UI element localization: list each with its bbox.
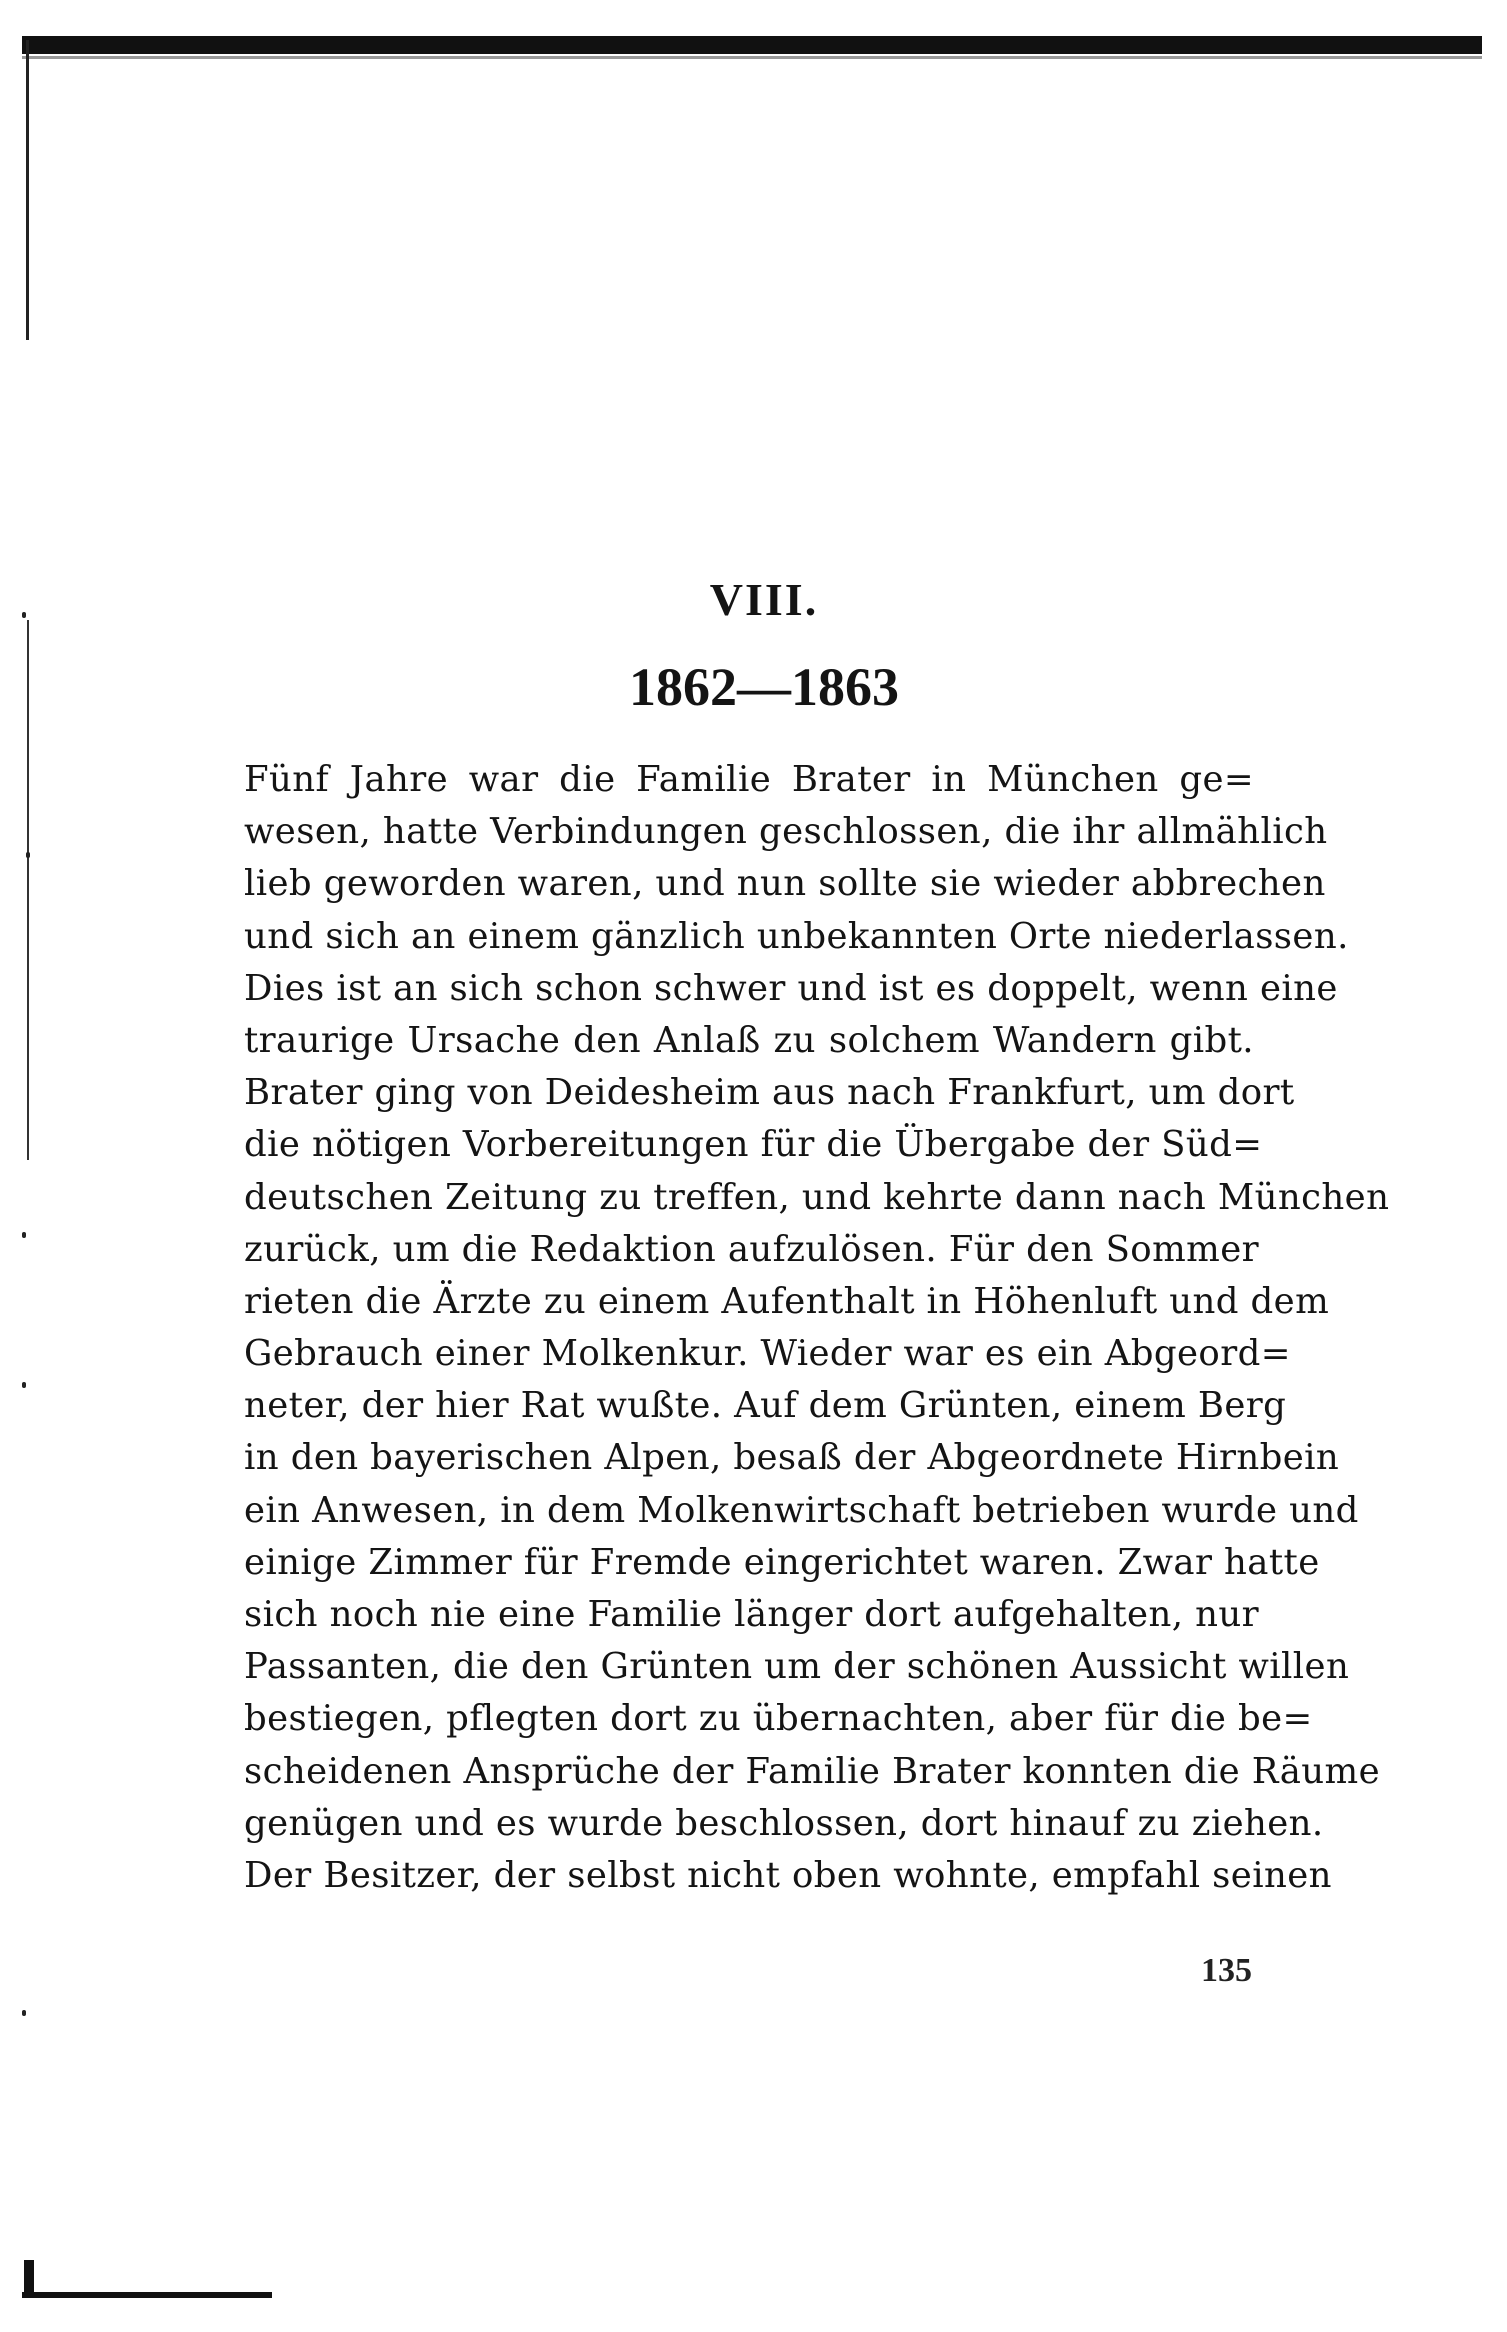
chapter-years: 1862—1863: [629, 657, 899, 717]
text-line: einige Zimmer für Fremde eingerichtet waren. Zwar hatte: [244, 1541, 1320, 1583]
text-line: Der Besitzer, der selbst nicht oben wohnte, empfahl seinen: [244, 1854, 1332, 1896]
text-line: wesen, hatte Verbindungen geschlossen, die ihr allmählich: [244, 811, 1328, 853]
text-line: Gebrauch einer Molkenkur. Wieder war es ein Abgeord=: [244, 1333, 1291, 1375]
text-line: Passanten, die den Grünten um der schönen Aussicht willen: [244, 1646, 1350, 1688]
scan-left-edge-middle: [27, 620, 29, 1160]
scan-bottom-edge: [22, 2292, 272, 2298]
text-line: Fünf Jahre war die Familie Brater in München ge=: [244, 759, 1254, 800]
text-line: sich noch nie eine Familie länger dort aufgehalten, nur: [244, 1594, 1259, 1635]
scan-speck: [22, 1382, 26, 1388]
text-line: lieb geworden waren, und nun sollte sie wieder abbrechen: [244, 863, 1326, 905]
text-line: in den bayerischen Alpen, besaß der Abgeordnete Hirnbein: [244, 1437, 1340, 1479]
text-line: rieten die Ärzte zu einem Aufenthalt in Höhenluft und dem: [244, 1280, 1330, 1322]
text-line: genügen und es wurde beschlossen, dort hinauf zu ziehen.: [244, 1802, 1324, 1844]
scan-speck: [22, 2010, 26, 2016]
text-line: die nötigen Vorbereitungen für die Übergabe der Süd=: [244, 1124, 1263, 1166]
text-line: zurück, um die Redaktion aufzulösen. Für den Sommer: [244, 1228, 1259, 1270]
scan-top-border-shadow: [22, 56, 1482, 59]
chapter-number: VIII.: [709, 574, 819, 625]
text-line: neter, der hier Rat wußte. Auf dem Grünten, einem Berg: [244, 1385, 1287, 1427]
scan-speck: [22, 612, 26, 618]
text-line: Dies ist an sich schon schwer und ist es doppelt, wenn eine: [244, 967, 1338, 1009]
body-paragraph: [244, 754, 1390, 1902]
page-number: 135: [1201, 1952, 1252, 1989]
text-line: ein Anwesen, in dem Molkenwirtschaft betrieben wurde und: [244, 1489, 1359, 1531]
scan-bottom-corner-mark: [24, 2260, 34, 2296]
text-line: Brater ging von Deidesheim aus nach Frankfurt, um dort: [244, 1072, 1295, 1114]
scan-left-edge-upper: [26, 40, 29, 340]
scan-speck: [26, 852, 30, 858]
text-line: scheidenen Ansprüche der Familie Brater konnten die Räume: [244, 1750, 1380, 1792]
text-line: bestiegen, pflegten dort zu übernachten, aber für die be=: [244, 1698, 1313, 1740]
scan-top-border: [22, 36, 1482, 54]
text-line: deutschen Zeitung zu treffen, und kehrte dann nach München: [244, 1176, 1390, 1218]
scan-speck: [22, 1232, 26, 1238]
text-line: traurige Ursache den Anlaß zu solchem Wandern gibt.: [244, 1019, 1254, 1061]
text-line: und sich an einem gänzlich unbekannten Orte niederlassen.: [244, 915, 1349, 957]
book-page: [244, 570, 1390, 1902]
